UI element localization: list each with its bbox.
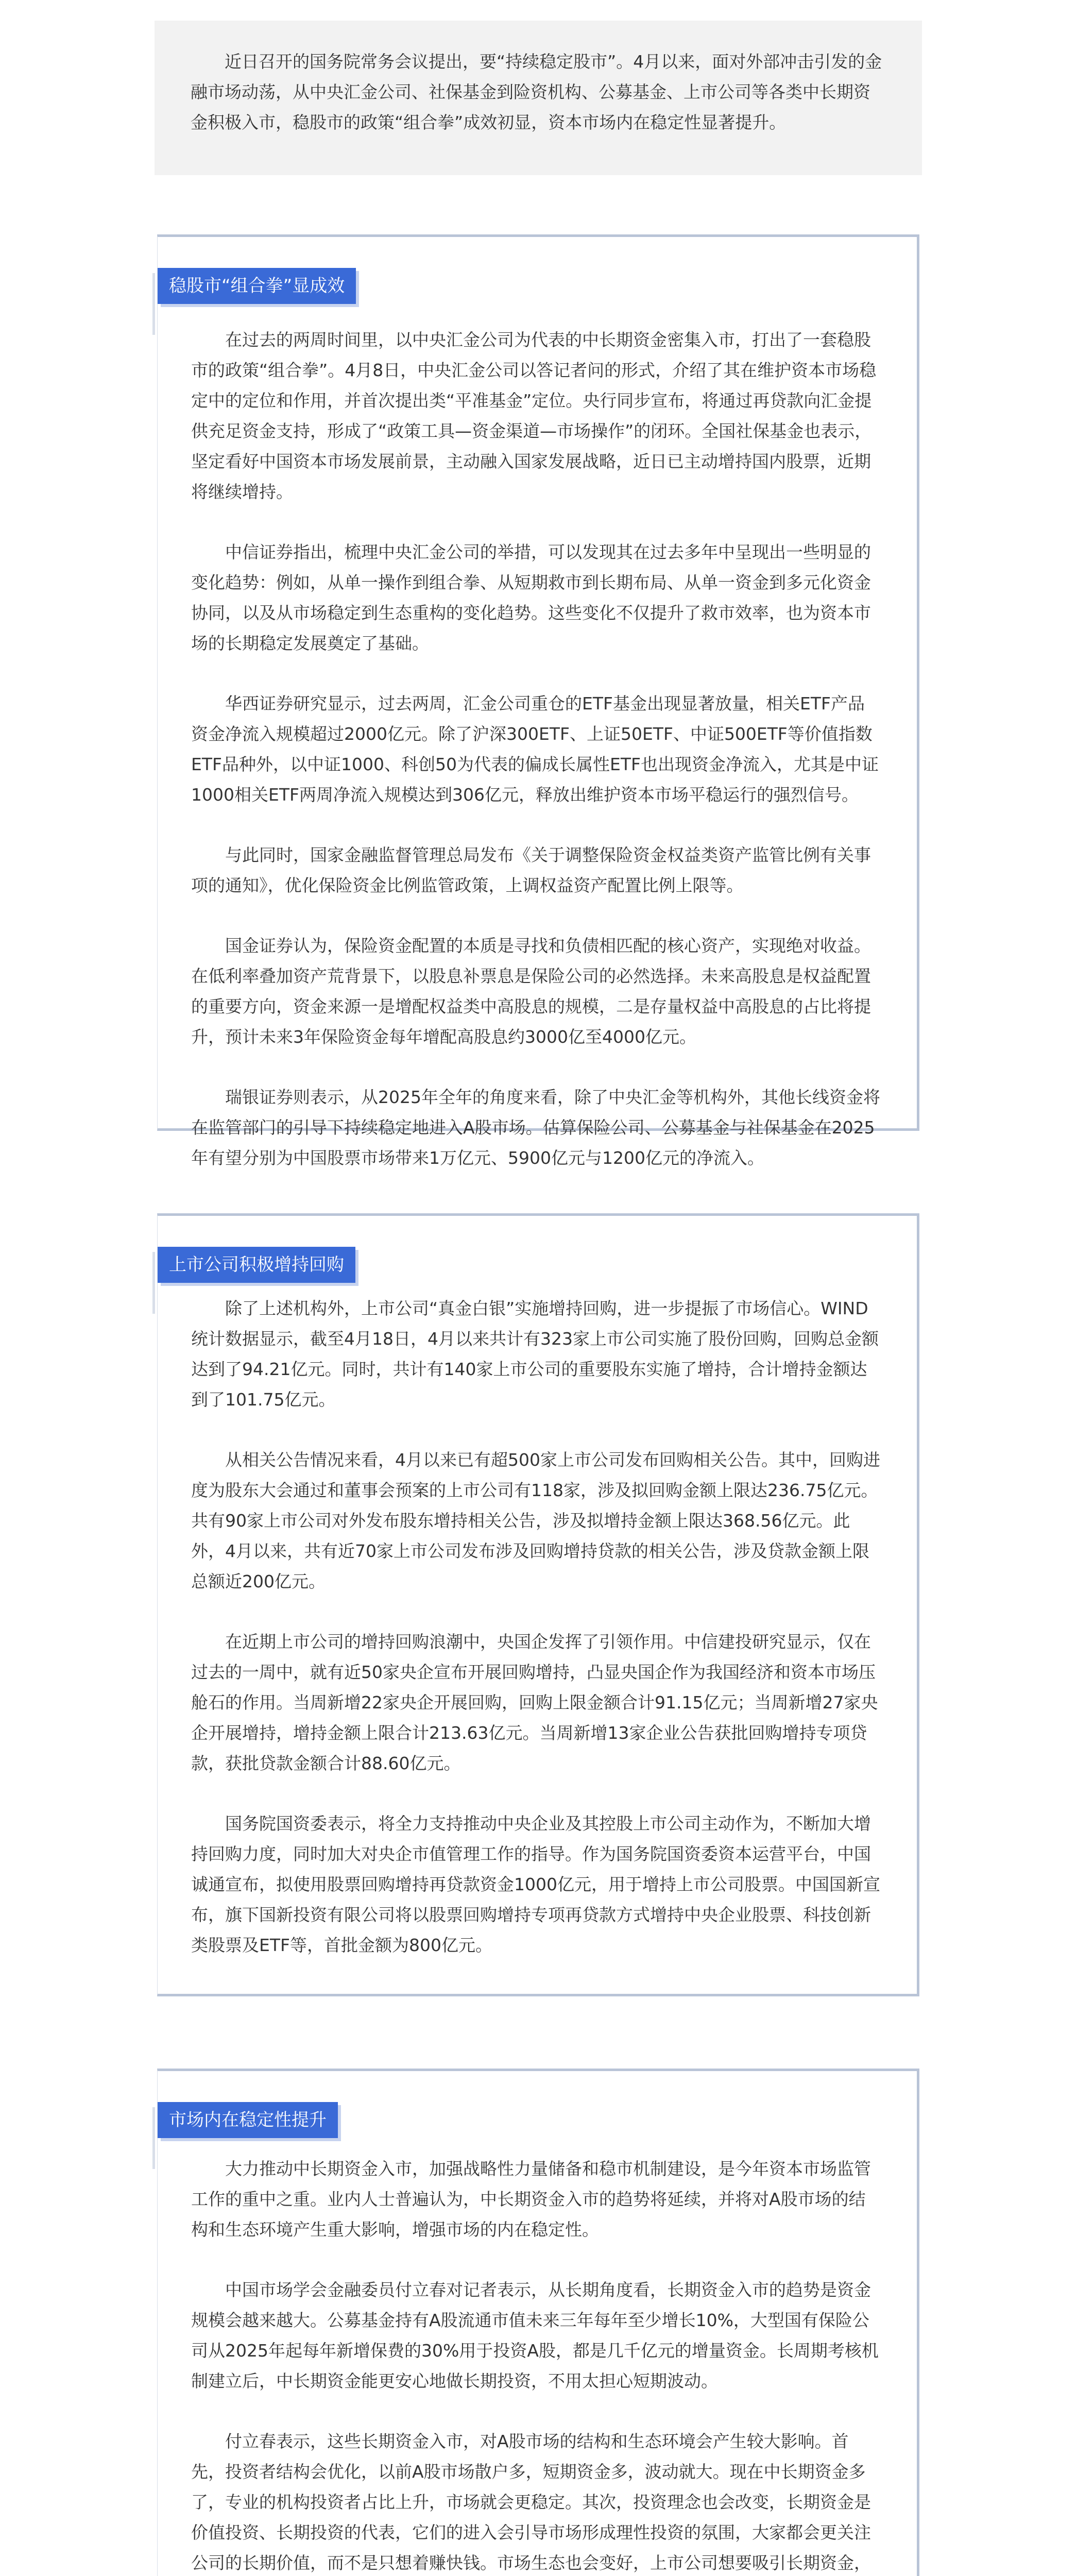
paragraph: 大力推动中长期资金入市，加强战略性力量储备和稳市机制建设，是今年资本市场监管工作的重中之重。业内人士普遍认为，中长期资金入市的趋势将延续，并将对A股市场的结构和生态环境产生重大影响，增强市场的内在稳定性。	[191, 2159, 871, 2240]
section-card-stabilize-market	[157, 234, 919, 1168]
section-body	[191, 325, 881, 1203]
paragraph: 付立春表示，这些长期资金入市，对A股市场的结构和生态环境会产生较大影响。首先，投资者结构会优化，以前A股市场散户多，短期资金多，波动就大。现在中长期资金多了，专业的机构投资者占比上升，市场就会更稳定。其次，投资理念也会改变，长期资金是价值投资、长期投资的代表，它们的进入会引导市场形成理性投资的氛围，大家都会更关注公司的长期价值，而不是只想着赚快钱。市场生态也会变好，上市公司想要吸引长期资金，	[191, 2431, 871, 2573]
paragraph: 中国市场学会金融委员付立春对记者表示，从长期角度看，长期资金入市的趋势是资金规模会越来越大。公募基金持有A股流通市值未来三年每年至少增长10%，大型国有保险公司从2025年起每年新增保费的30%用于投资A股，都是几千亿元的增量资金。长周期考核机制建立后，中长期资金能更安心地做长期投资，不用太担心短期波动。	[191, 2280, 879, 2391]
section-title: 上市公司积极增持回购	[158, 1247, 355, 1283]
paragraph: 除了上述机构外，上市公司“真金白银”实施增持回购，进一步提振了市场信心。WIND统计数据显示，截至4月18日，4月以来共计有323家上市公司实施了股份回购，回购总金额达到了94.21亿元。同时，共计有140家上市公司的重要股东实施了增持，合计增持金额达到了101.75亿元。	[191, 1298, 879, 1410]
intro-paragraph: 近日召开的国务院常务会议提出，要“持续稳定股市”。4月以来，面对外部冲击引发的金融市场动荡，从中央汇金公司、社保基金到险资机构、公募基金、上市公司等各类中长期资金积极入市，稳股市的政策“组合拳”成效初显，资本市场内在稳定性显著提升。	[155, 21, 922, 175]
paragraph: 华西证券研究显示，过去两周，汇金公司重仓的ETF基金出现显著放量，相关ETF产品资金净流入规模超过2000亿元。除了沪深300ETF、上证50ETF、中证500ETF等价值指数ETF品种外，以中证1000、科创50为代表的偏成长属性ETF也出现资金净流入，尤其是中证1000相关ETF两周净流入规模达到306亿元，释放出维护资本市场平稳运行的强烈信号。	[191, 693, 879, 805]
section-title: 市场内在稳定性提升	[158, 2102, 338, 2138]
section-body	[191, 1293, 881, 1990]
section-title: 稳股市“组合拳”显成效	[158, 268, 356, 304]
paragraph: 在近期上市公司的增持回购浪潮中，央国企发挥了引领作用。中信建投研究显示，仅在过去的一周中，就有近50家央企宣布开展回购增持，凸显央国企作为我国经济和资本市场压舱石的作用。当周新增22家央企开展回购，回购上限金额合计91.15亿元；当周新增27家央企开展增持，增持金额上限合计213.63亿元。当周新增13家企业公告获批回购增持专项贷款，获批贷款金额合计88.60亿元。	[191, 1632, 878, 1773]
paragraph: 在过去的两周时间里，以中央汇金公司为代表的中长期资金密集入市，打出了一套稳股市的政策“组合拳”。4月8日，中央汇金公司以答记者问的形式，介绍了其在维护资本市场稳定中的定位和作用，并首次提出类“平准基金”定位。央行同步宣布，将通过再贷款向汇金提供充足资金支持，形成了“政策工具—资金渠道—市场操作”的闭环。全国社保基金也表示，坚定看好中国资本市场发展前景，主动融入国家发展战略，近日已主动增持国内股票，近期将继续增持。	[191, 330, 877, 502]
paragraph: 瑞银证券则表示，从2025年全年的角度来看，除了中央汇金等机构外，其他长线资金将在监管部门的引导下持续稳定地进入A股市场。估算保险公司、公募基金与社保基金在2025年有望分别为中国股票市场带来1万亿元、5900亿元与1200亿元的净流入。	[191, 1087, 880, 1168]
section-body	[191, 2154, 881, 2576]
paragraph: 国务院国资委表示，将全力支持推动中央企业及其控股上市公司主动作为，不断加大增持回购力度，同时加大对央企市值管理工作的指导。作为国务院国资委资本运营平台，中国诚通宣布，拟使用股票回购增持再贷款资金1000亿元，用于增持上市公司股票。中国国新宣布，旗下国新投资有限公司将以股票回购增持专项再贷款方式增持中央企业股票、科技创新类股票及ETF等，首批金额为800亿元。	[191, 1814, 880, 1955]
paragraph: 国金证券认为，保险资金配置的本质是寻找和负债相匹配的核心资产，实现绝对收益。在低利率叠加资产荒背景下，以股息补票息是保险公司的必然选择。未来高股息是权益配置的重要方向，资金来源一是增配权益类中高股息的规模，二是存量权益中高股息的占比将提升，预计未来3年保险资金每年增配高股息约3000亿至4000亿元。	[191, 936, 871, 1047]
section-card-buyback	[157, 1213, 919, 1996]
section-card-market-stability	[157, 2069, 919, 2576]
paragraph: 从相关公告情况来看，4月以来已有超500家上市公司发布回购相关公告。其中，回购进度为股东大会通过和董事会预案的上市公司有118家，涉及拟回购金额上限达236.75亿元。共有90家上市公司对外发布股东增持相关公告，涉及拟增持金额上限达368.56亿元。此外，4月以来，共有近70家上市公司发布涉及回购增持贷款的相关公告，涉及贷款金额上限总额近200亿元。	[191, 1450, 880, 1591]
paragraph: 与此同时，国家金融监督管理总局发布《关于调整保险资金权益类资产监管比例有关事项的通知》，优化保险资金比例监管政策，上调权益资产配置比例上限等。	[191, 845, 871, 895]
paragraph: 中信证券指出，梳理中央汇金公司的举措，可以发现其在过去多年中呈现出一些明显的变化趋势：例如，从单一操作到组合拳、从短期救市到长期布局、从单一资金到多元化资金协同，以及从市场稳定到生态重构的变化趋势。这些变化不仅提升了救市效率，也为资本市场的长期稳定发展奠定了基础。	[191, 542, 871, 653]
